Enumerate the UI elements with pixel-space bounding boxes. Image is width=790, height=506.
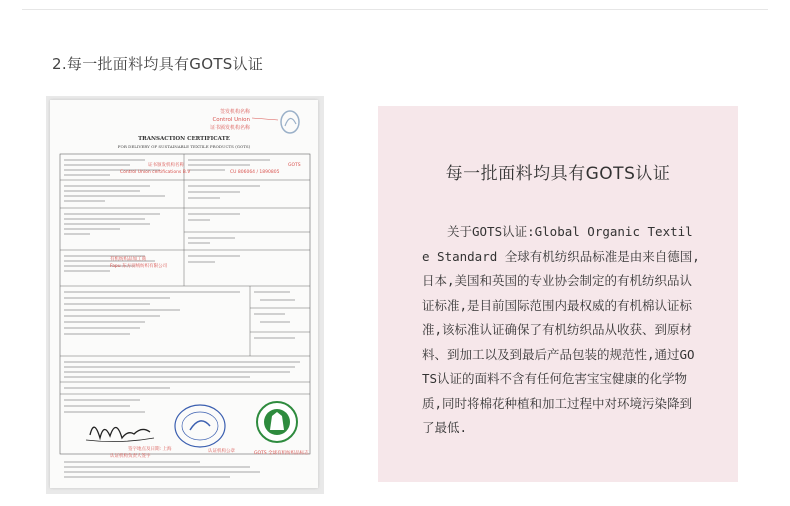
certificate-drawing: [50, 100, 318, 488]
gots-logo: [257, 402, 297, 442]
gots-logo-annotation: GOTS 全球有机纺织品标志: [254, 451, 309, 456]
cu-annotation-cn2: 证书颁发机构名称: [209, 125, 250, 131]
section-heading: 2.每一批面料均具有GOTS认证: [52, 55, 264, 73]
control-union-stamp: [175, 405, 225, 447]
cert-body-annotation: 证书颁发机构名称: [148, 163, 184, 168]
signature: [90, 427, 150, 438]
cu-annotation-en: Control Union: [212, 117, 250, 123]
info-title: 每一批面料均具有GOTS认证: [445, 164, 671, 184]
cu-annotation-cn: 签发机构名称: [219, 109, 250, 115]
gots-info-panel: [378, 106, 738, 482]
fapu-cn-annotation: 有机纺织品加工商: [110, 257, 146, 262]
info-body: 关于GOTS认证:Global Organic Textile Standard 全球有机纺织品标准是由来自德国,日本,美国和英国的专业协会制定的有机纺织品认证标准,是目前国际范围内最权威的有机棉认证标准,该标准认证确保了有机纺织品从收获、到原材料、到加工以及到最后产品包装的规范性,通过GOTS认证的面料不含有任何危害宝宝健康的化学物质,同时将棉花种植和加工过程中对环境污染降到了最低.: [422, 224, 700, 435]
cert-subtitle: FOR DELIVERY OF SUSTAINABLE TEXTILE PRODUCTS (GOTS): [117, 144, 251, 149]
certificate-paper: [50, 100, 318, 488]
cu-no-annotation: CU 806064 / 1890805: [230, 170, 280, 175]
stamp-annotation: 认证机构公章: [208, 449, 235, 454]
fapu-annotation: Fapu 东方羽绒纺织有限公司: [110, 264, 168, 269]
gots-no-annotation: GOTS: [288, 163, 301, 168]
sign-place-annotation: 签字地点及日期: 上海: [128, 447, 172, 452]
top-divider: [22, 9, 768, 10]
sign-name-annotation: 认证机构负责人签字: [110, 454, 151, 459]
cu-cert-annotation: Control Union certifications B.V: [120, 170, 191, 175]
certificate-image: [46, 96, 324, 494]
control-union-logo: [281, 111, 299, 133]
cert-title: TRANSACTION CERTIFICATE: [138, 136, 230, 142]
